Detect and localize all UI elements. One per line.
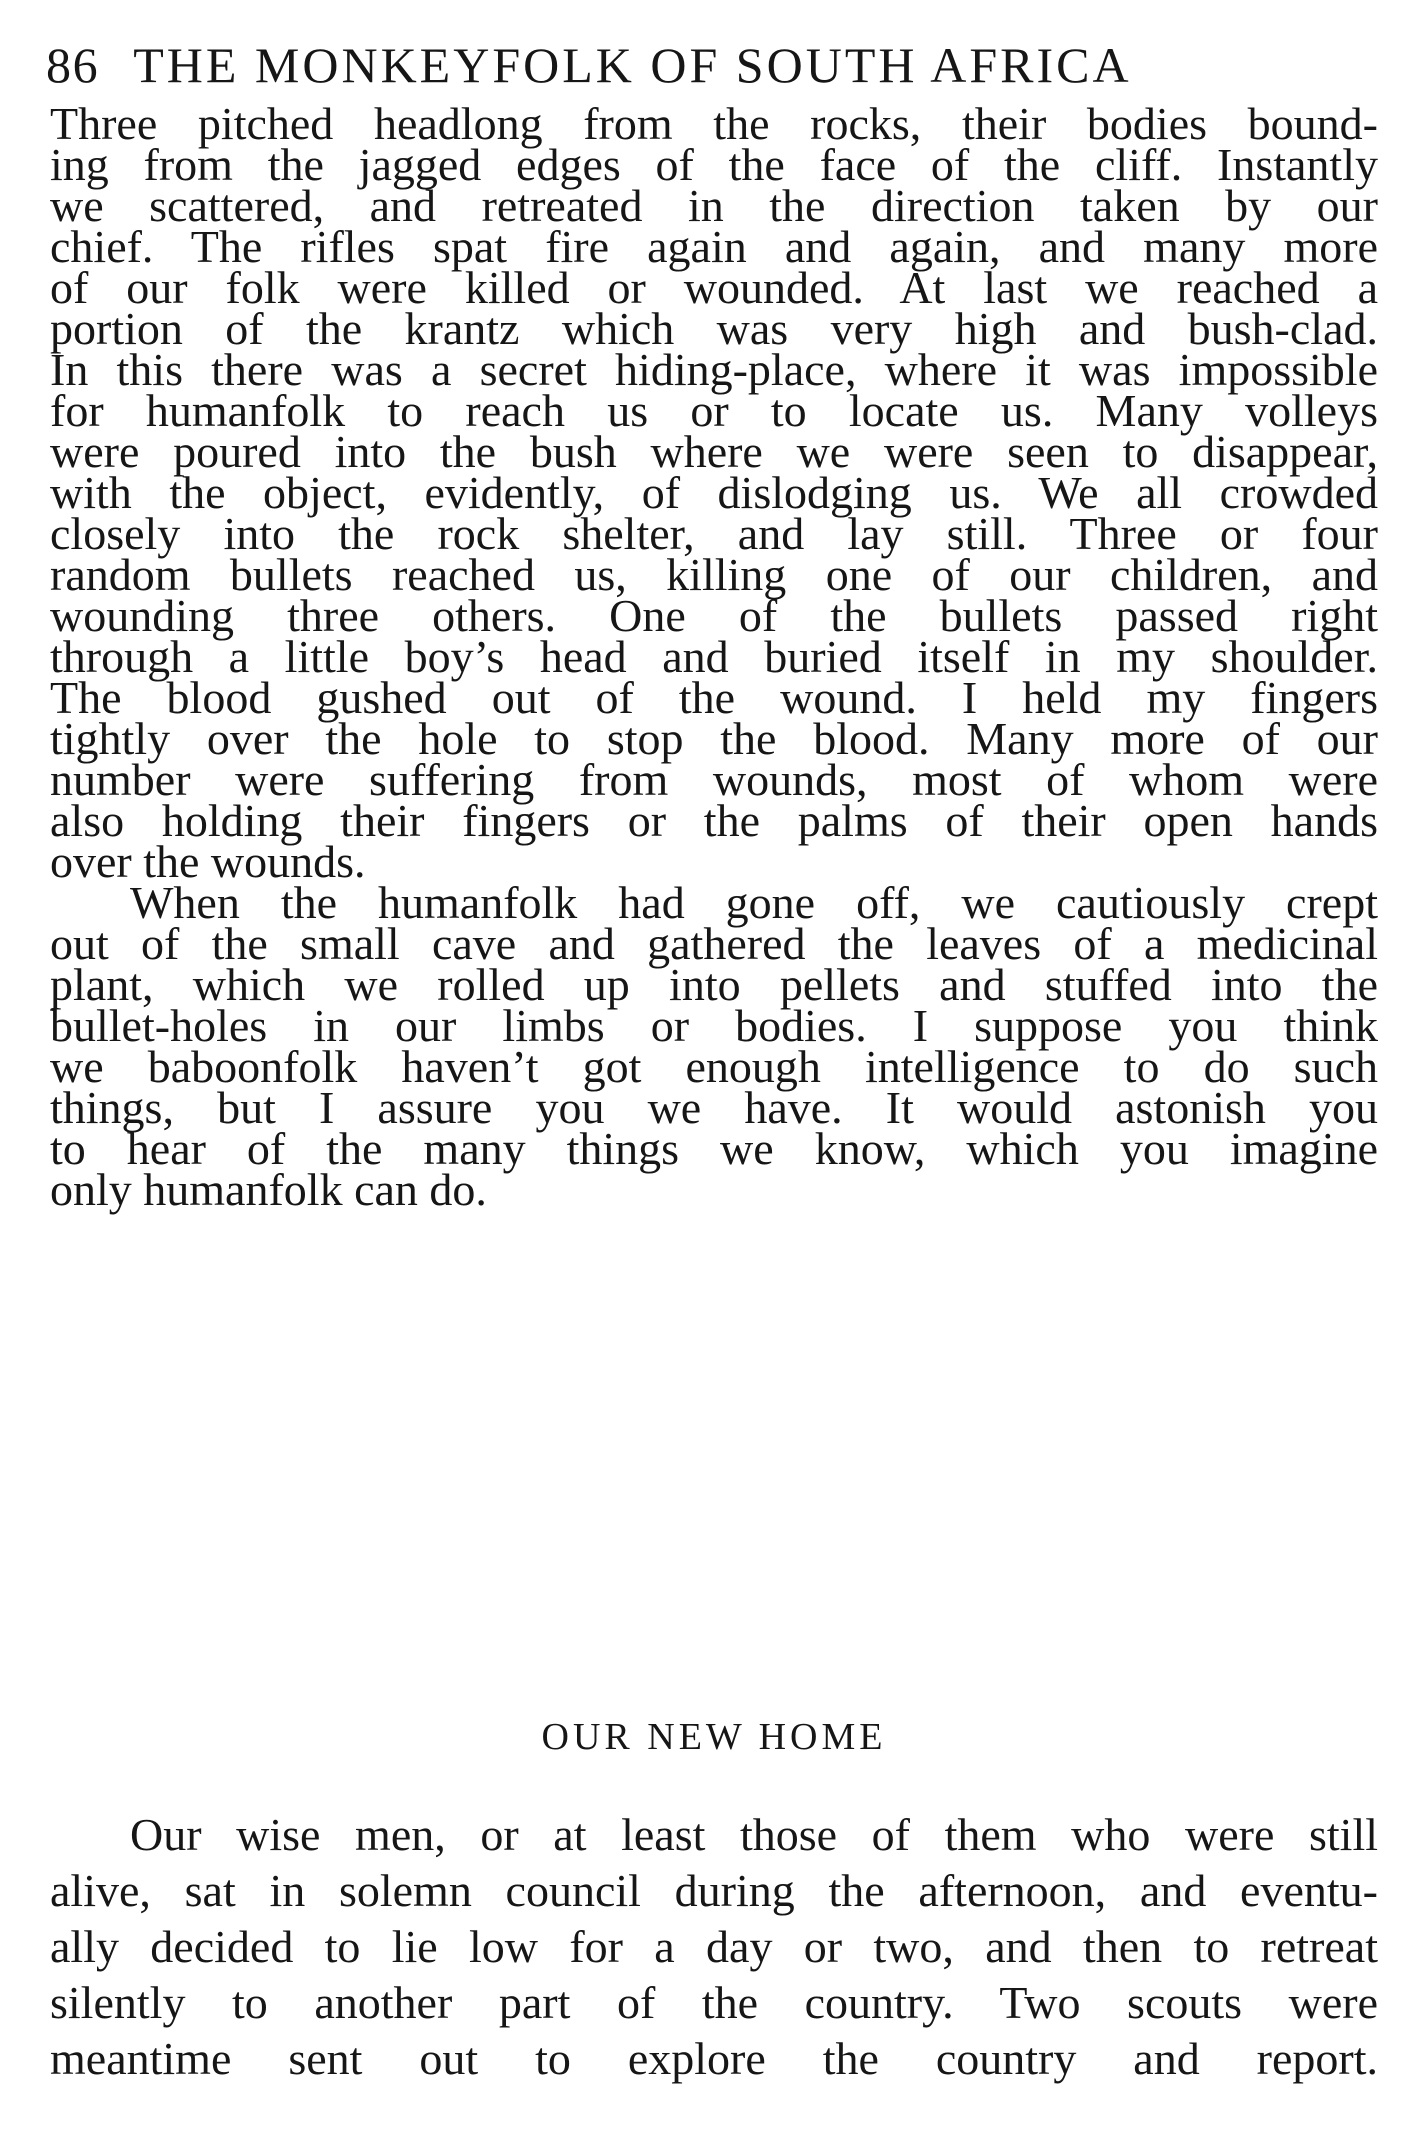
text-line: random bullets reached us, killing one of our children, and [50,549,1378,600]
text-line: also holding their fingers or the palms of their open hands [50,795,1378,846]
text-line: silently to another part of the country. Two scouts were [50,1977,1378,2028]
text-line: closely into the rock shelter, and lay still. Three or four [50,508,1378,559]
text-line: for humanfolk to reach us or to locate us. Many volleys [50,385,1378,436]
text-line: with the object, evidently, of dislodging us. We all crowded [50,467,1378,518]
text-line: ing from the jagged edges of the face of the cliff. Instantly [50,139,1378,190]
page-number: 86 [46,37,100,93]
text-line: Our wise men, or at least those of them who were still [130,1809,1378,1860]
text-line: only humanfolk can do. [50,1164,487,1215]
text-line: to hear of the many things we know, which you imagine [50,1123,1378,1174]
text-line: out of the small cave and gathered the leaves of a medicinal [50,918,1378,969]
text-line: The blood gushed out of the wound. I held my fingers [50,672,1378,723]
text-line: we scattered, and retreated in the direction taken by our [50,180,1378,231]
text-line: were poured into the bush where we were seen to disappear, [50,426,1378,477]
text-line: things, but I assure you we have. It would astonish you [50,1082,1378,1133]
text-line: In this there was a secret hiding-place, where it was impossible [50,344,1378,395]
text-line: of our folk were killed or wounded. At last we reached a [50,262,1378,313]
text-line: bullet-holes in our limbs or bodies. I suppose you think [50,1000,1378,1051]
text-line: over the wounds. [50,836,366,887]
text-line: tightly over the hole to stop the blood. Many more of our [50,713,1378,764]
text-line: number were suffering from wounds, most of whom were [50,754,1378,805]
section-heading: OUR NEW HOME [541,1716,887,1758]
text-line: through a little boy’s head and buried itself in my shoulder. [50,631,1378,682]
text-line: portion of the krantz which was very high and bush-clad. [50,303,1378,354]
text-line: When the humanfolk had gone off, we cautiously crept [130,877,1378,928]
running-head [46,34,1386,96]
text-line: wounding three others. One of the bullets passed right [50,590,1378,641]
book-title: THE MONKEYFOLK OF SOUTH AFRICA [133,37,1132,93]
text-line: meantime sent out to explore the country and report. [50,2033,1378,2084]
text-line: chief. The rifles spat fire again and again, and many more [50,221,1378,272]
text-line: we baboonfolk haven’t got enough intelligence to do such [50,1041,1378,1092]
text-line: Three pitched headlong from the rocks, their bodies bound- [50,98,1378,149]
text-line: plant, which we rolled up into pellets and stuffed into the [50,959,1378,1010]
text-line: alive, sat in solemn council during the afternoon, and eventu- [50,1865,1378,1916]
text-line: ally decided to lie low for a day or two, and then to retreat [50,1921,1378,1972]
